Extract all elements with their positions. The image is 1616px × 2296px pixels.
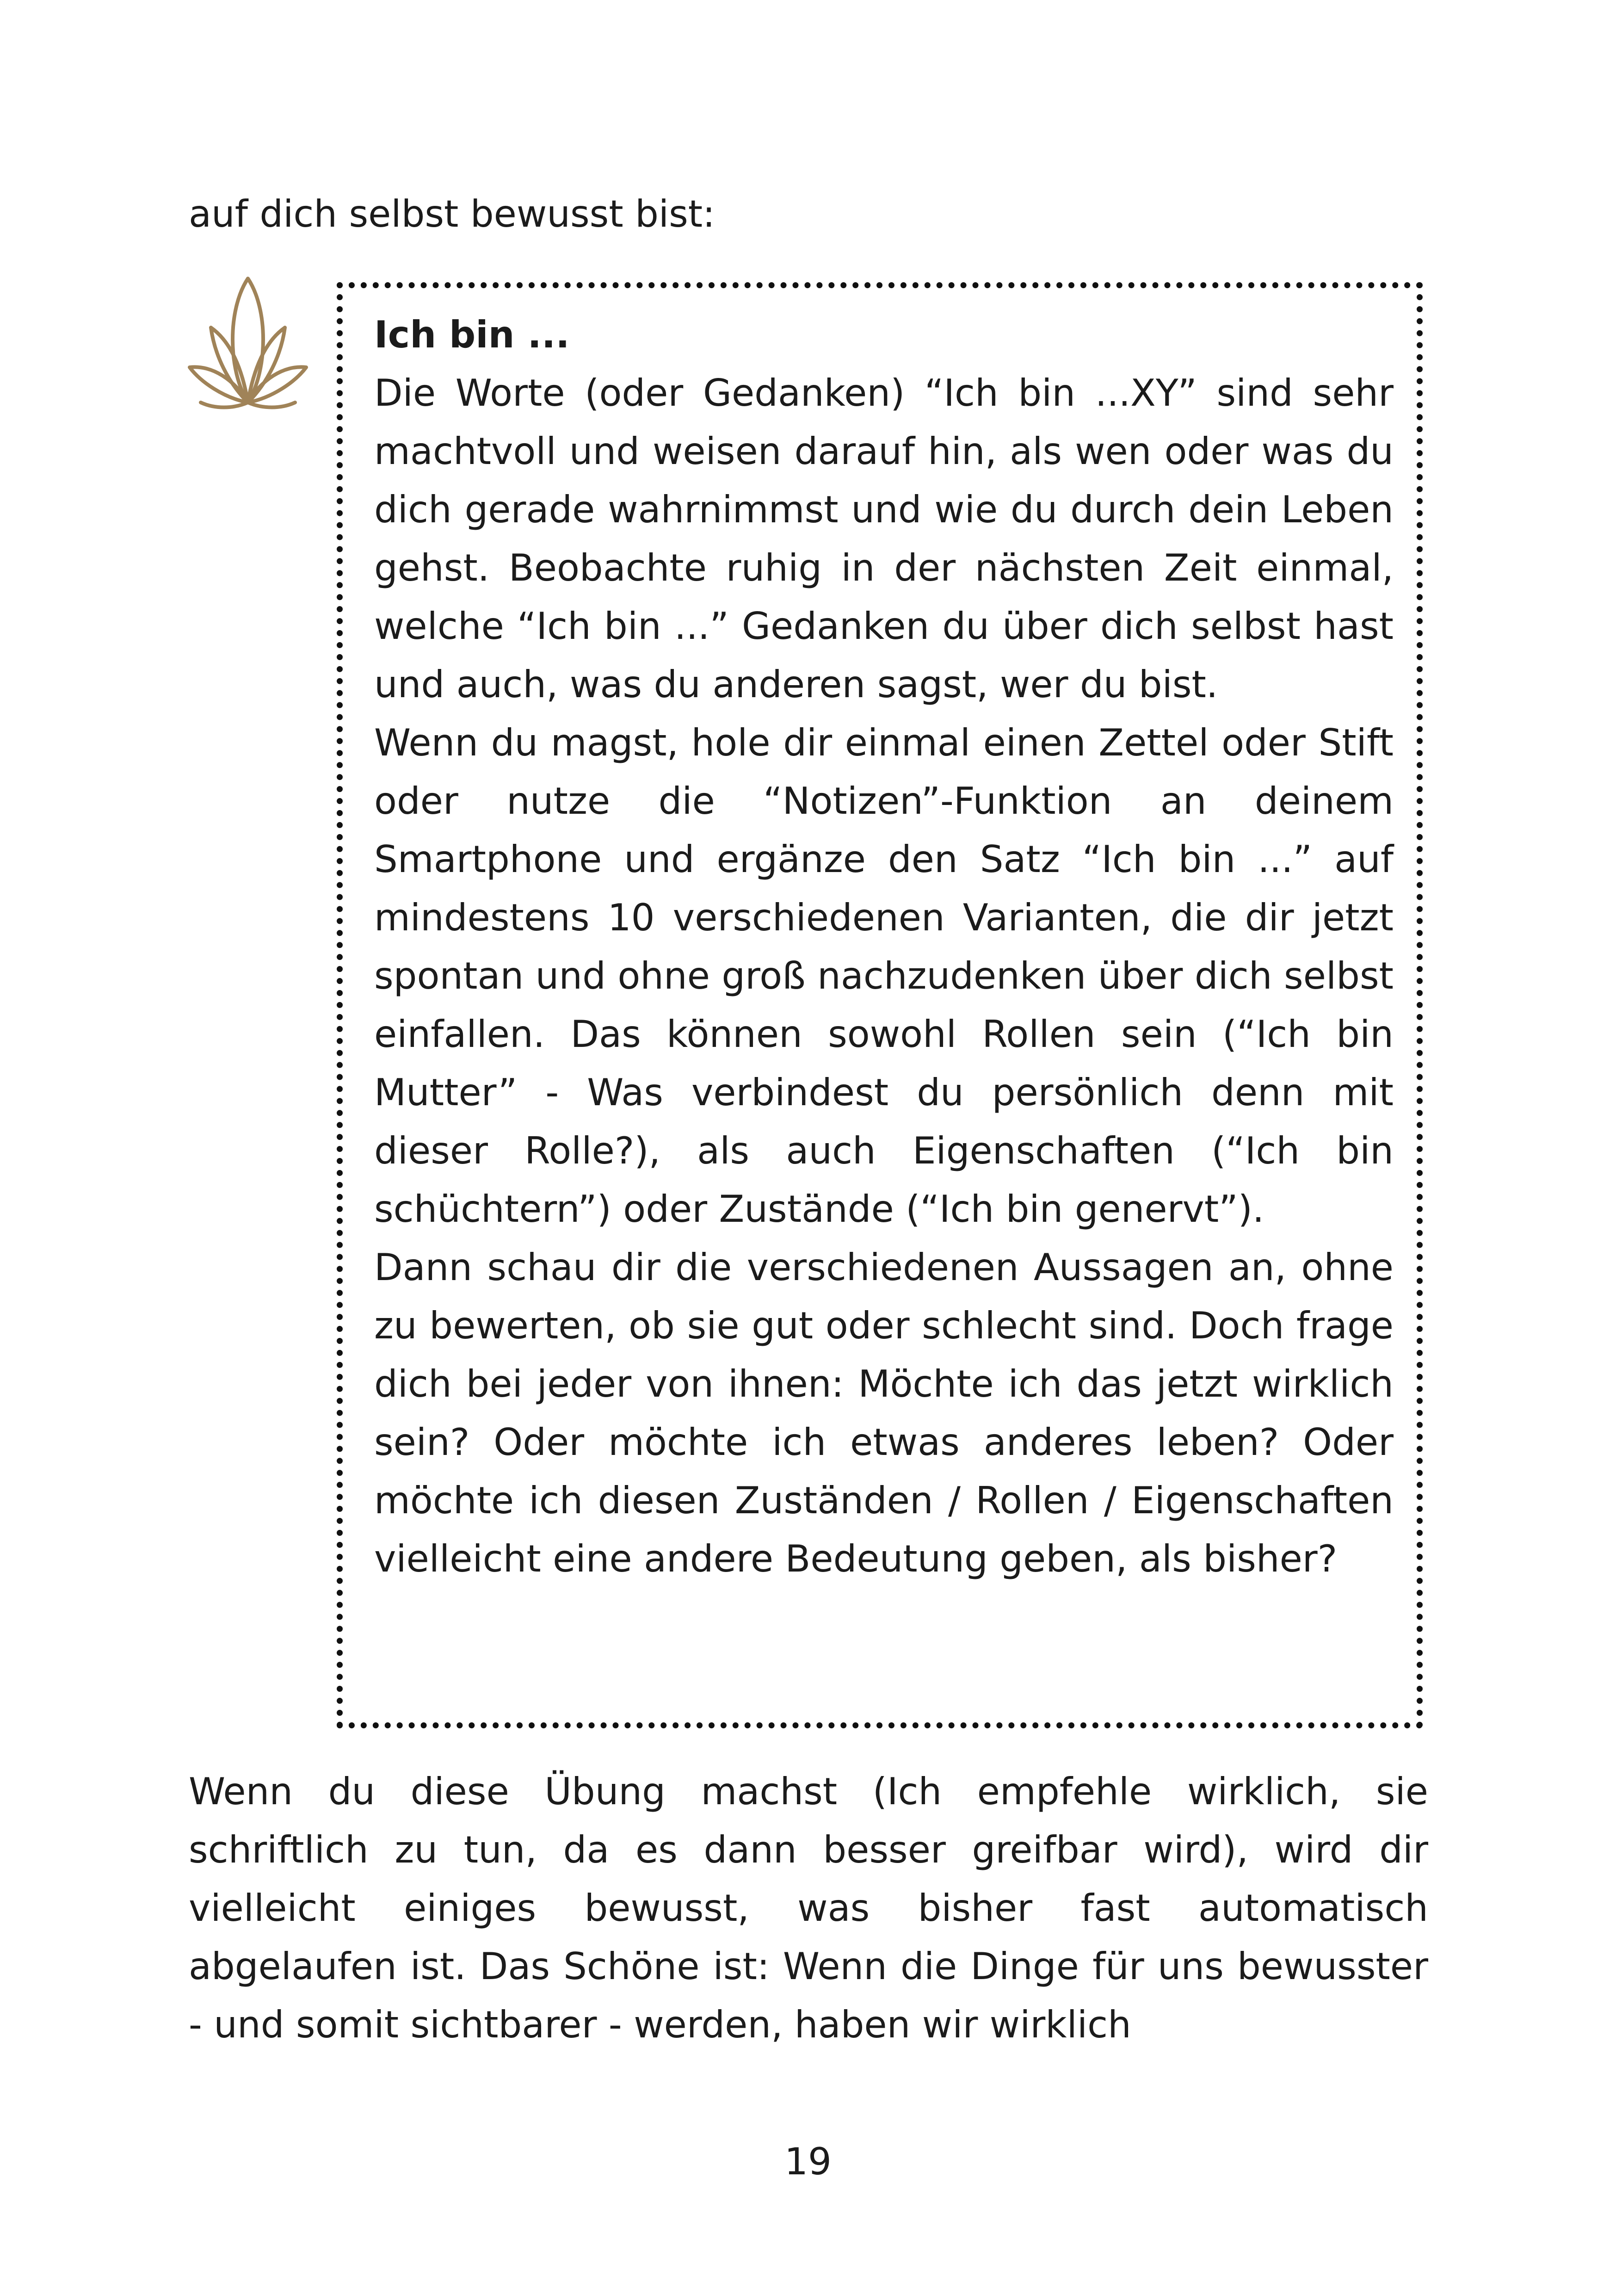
exercise-title: Ich bin ... [374, 313, 570, 356]
exercise-box [337, 282, 1423, 1728]
exercise-paragraph-2: Wenn du magst, hole dir einmal einen Zettel oder Stift oder nutze die “Notizen”-Funktion an deinem Smartphone und ergänze den Satz “Ich bin ...” auf mindestens 10 verschiedenen Varianten, die dir jetzt spontan und ohne groß nachzudenken über dich selbst einfallen. Das können sowohl Rollen sein (“Ich bin Mutter” - Was verbindest du persönlich denn mit dieser Rolle?), als auch Eigenschaften (“Ich bin schüchtern”) oder Zustände (“Ich bin genervt”). [374, 721, 1394, 1231]
intro-text: auf dich selbst bewusst bist: [189, 192, 715, 235]
lotus-icon [187, 277, 309, 411]
exercise-paragraph-3: Dann schau dir die verschiedenen Aussagen an, ohne zu bewerten, ob sie gut oder schlecht sind. Doch frage dich bei jeder von ihnen: Möchte ich das jetzt wirklich sein? Oder möchte ich etwas anderes leben? Oder möchte ich diesen Zuständen / Rollen / Eigenschaften vielleicht eine andere Bedeutung geben, als bisher? [374, 1246, 1394, 1580]
closing-text: Wenn du diese Übung machst (Ich empfehle wirklich, sie schriftlich zu tun, da es dann besser greifbar wird), wird dir vielleicht einiges bewusst, was bisher fast automatisch abgelaufen ist. Das Schöne ist: Wenn die Dinge für uns bewusster - und somit sichtbarer - werden, haben wir wirklich [189, 1770, 1428, 2046]
exercise-paragraph-1: Die Worte (oder Gedanken) “Ich bin ...XY” sind sehr machtvoll und weisen darauf hin, als wen oder was du dich gerade wahrnimmst und wie du durch dein Leben gehst. Beobachte ruhig in der nächsten Zeit einmal, welche “Ich bin ...” Gedanken du über dich selbst hast und auch, was du anderen sagst, wer du bist. [374, 371, 1394, 706]
page-number: 19 [784, 2140, 832, 2183]
